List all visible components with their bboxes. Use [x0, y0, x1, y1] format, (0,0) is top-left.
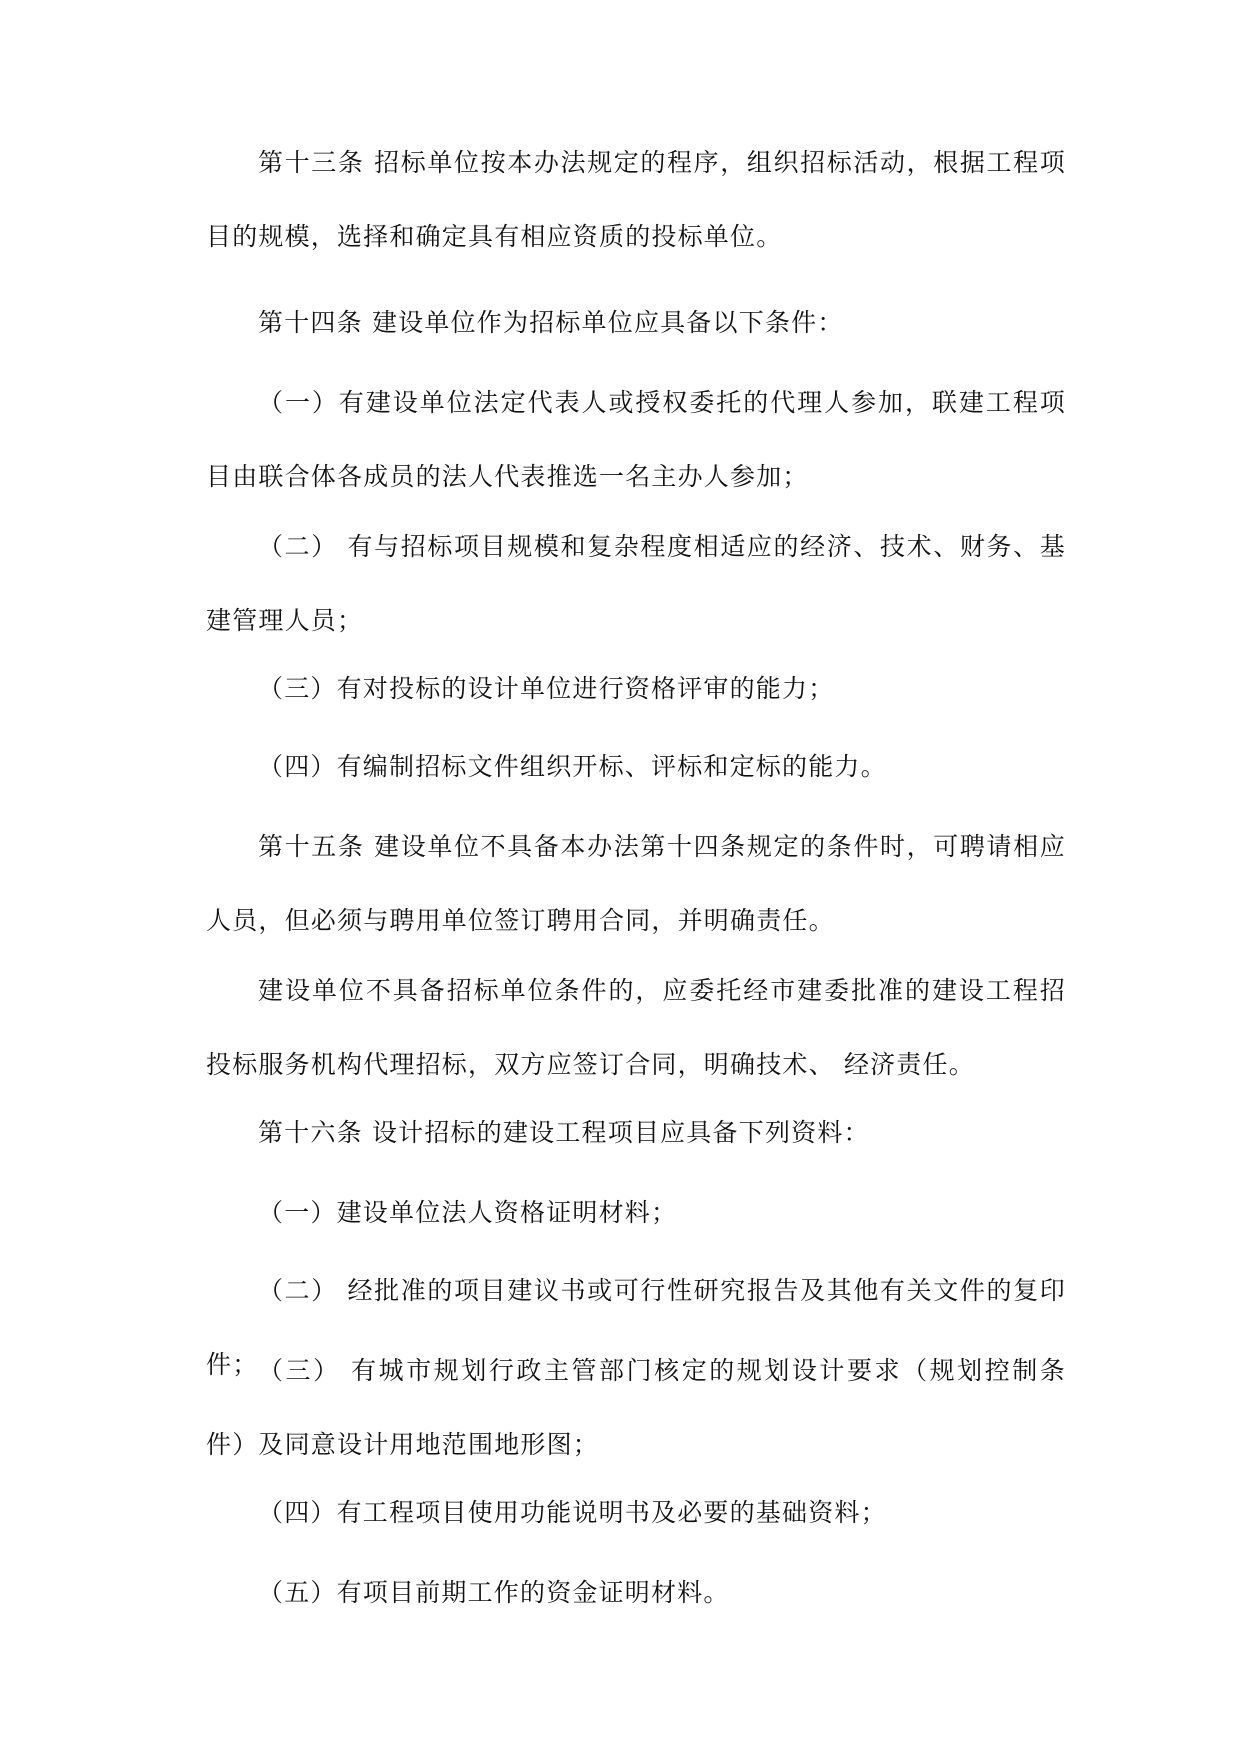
article-14-paragraph: 第十四条 建设单位作为招标单位应具备以下条件：: [258, 308, 844, 337]
article-13-paragraph: 第十三条 招标单位按本办法规定的程序，组织招标活动，根据工程项目的规模，选择和确定具有相应资质的投标单位。: [206, 148, 1066, 251]
article-16-paragraph: 第十六条 设计招标的建设工程项目应具备下列资料：: [258, 1118, 870, 1147]
article-15-paragraph: 第十五条 建设单位不具备本办法第十四条规定的条件时，可聘请相应人员，但必须与聘用单位签订聘用合同，并明确责任。: [206, 832, 1066, 935]
article-14-item-4: （四）有编制招标文件组织开标、评标和定标的能力。: [258, 752, 887, 781]
article-16-item-1: （一）建设单位法人资格证明材料；: [258, 1198, 678, 1227]
article-16-item-2: （二） 经批准的项目建议书或可行性研究报告及其他有关文件的复印件；: [206, 1276, 1066, 1379]
article-16-item-5: （五）有项目前期工作的资金证明材料。: [258, 1578, 730, 1607]
article-15-second-paragraph: 建设单位不具备招标单位条件的，应委托经市建委批准的建设工程招投标服务机构代理招标，双方应签订合同，明确技术、 经济责任。: [206, 976, 1066, 1079]
article-14-item-3: （三）有对投标的设计单位进行资格评审的能力；: [258, 674, 835, 703]
article-14-item-1: （一）有建设单位法定代表人或授权委托的代理人参加，联建工程项目由联合体各成员的法人代表推选一名主办人参加；: [206, 388, 1066, 491]
article-16-item-4: （四）有工程项目使用功能说明书及必要的基础资料；: [258, 1498, 887, 1527]
article-14-item-2: （二） 有与招标项目规模和复杂程度相适应的经济、技术、财务、基建管理人员；: [206, 532, 1066, 635]
article-16-item-3: （三） 有城市规划行政主管部门核定的规划设计要求（规划控制条件）及同意设计用地范围地形图；: [206, 1356, 1066, 1459]
